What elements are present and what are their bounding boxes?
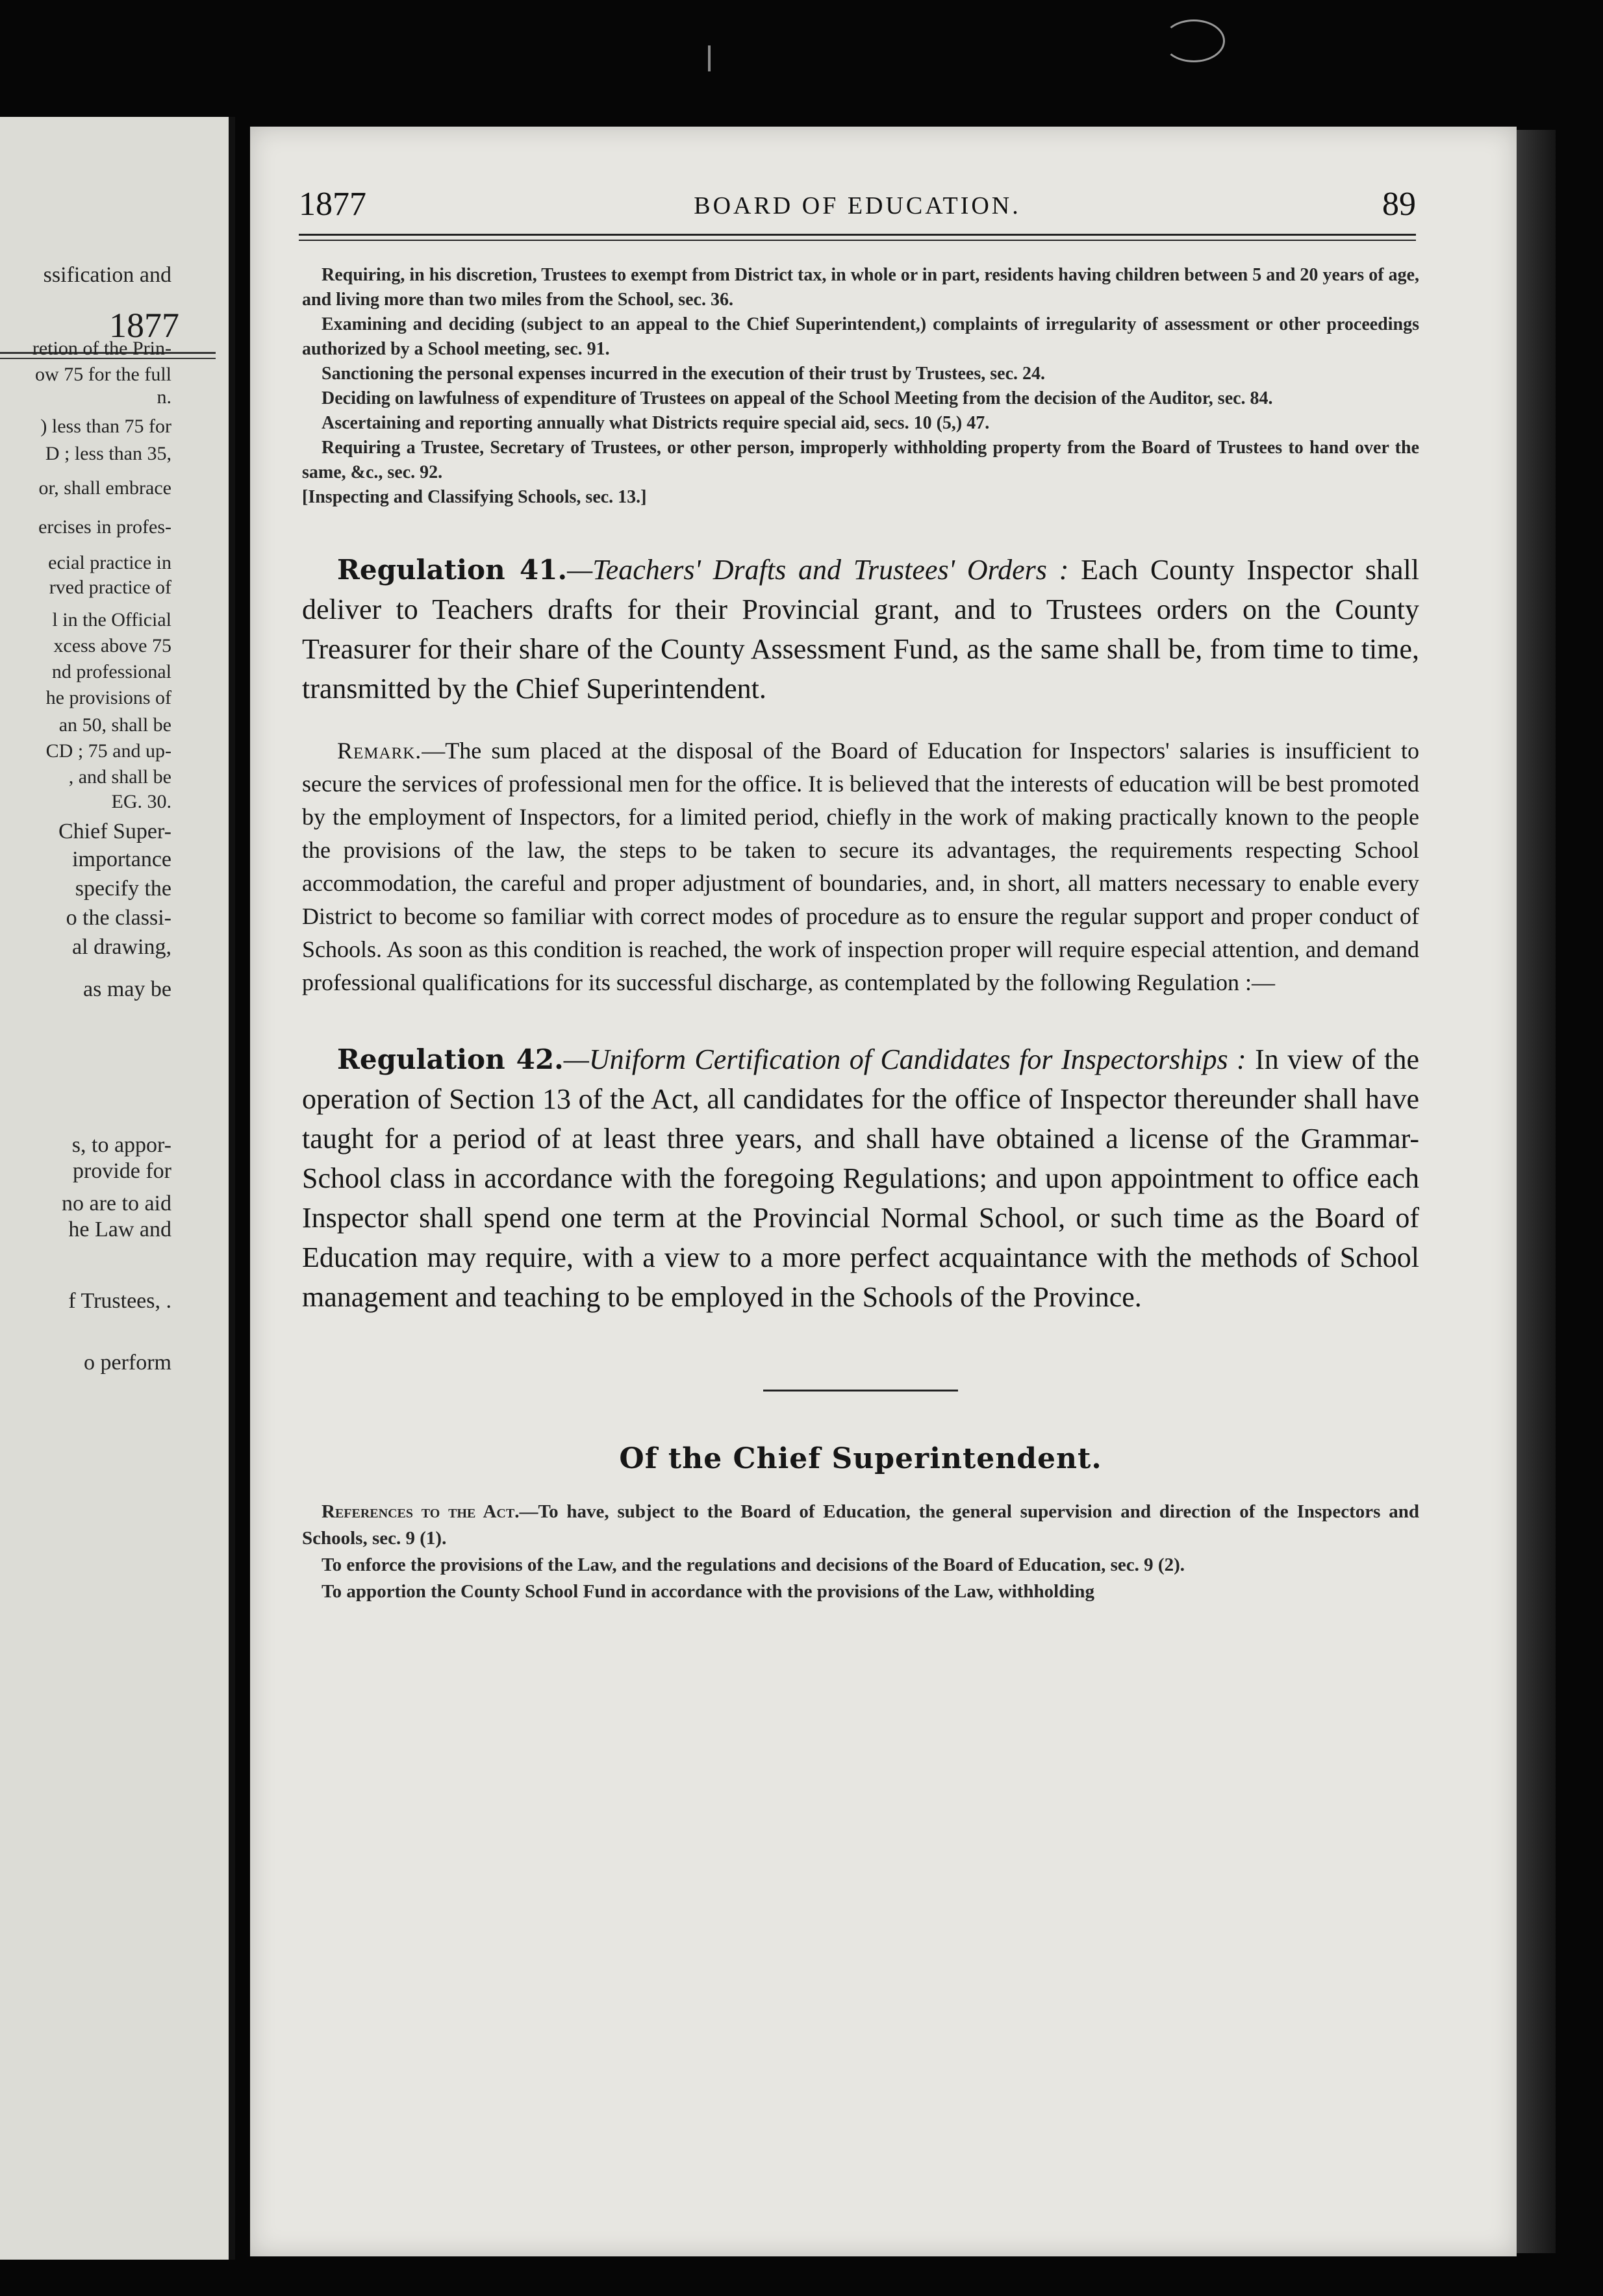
book-edge — [1513, 130, 1556, 2253]
duty-paragraph: Requiring, in his discretion, Trustees to exempt from District tax, in whole or in part, residents having children between 5 and 20 years of age, and living more than two miles from the School, sec. 36. — [302, 265, 1419, 310]
section-title: Of the Chief Superintendent. — [619, 1442, 1102, 1475]
left-page-line: n. — [157, 386, 171, 408]
left-page-line: al drawing, — [72, 935, 171, 959]
bracket-note: [Inspecting and Classifying Schools, sec. 13.] — [302, 487, 647, 507]
left-page-line: an 50, shall be — [58, 714, 171, 736]
left-page-line: or, shall embrace — [38, 477, 171, 499]
page-body — [302, 263, 1419, 1605]
left-page-line: ow 75 for the full — [35, 364, 171, 385]
left-page-line: Chief Super- — [58, 819, 171, 843]
left-page-line: importance — [72, 847, 171, 871]
duty-paragraph: Requiring a Trustee, Secretary of Trustees, or other person, improperly withholding property from the Board of Trustees to hand over the same, &c., sec. 92. — [302, 438, 1419, 482]
left-page-line: ) less than 75 for — [40, 416, 171, 437]
regulation-41-subtitle: —Teachers' Drafts and Trustees' Orders : — [567, 554, 1069, 586]
remark-body: —The sum placed at the disposal of the Board of Education for Inspectors' salaries is insufficient to secure the services of professional men for the office. It is believed that the interests of education will be best promoted by the employment of Inspectors, for a limited period, chiefly in the work of making practically known to the people the provisions of the law, the steps to be taken to secure its advantages, the requirements respecting School accommodation, the careful and proper adjustment of boundaries, and, in short, all matters necessary to enable every District to become so familiar with correct modes of procedure as to ensure the regular support and proper conduct of Schools. As soon as this condition is reached, the work of inspection proper will require especial attention, and demand professional qualifications for its successful discharge, as contemplated by the following Regulation :— — [302, 738, 1419, 995]
left-page-line: o perform — [83, 1351, 171, 1375]
page-content-layer — [250, 0, 1517, 2296]
header-rule — [299, 234, 1416, 241]
duty-paragraph: Deciding on lawfulness of expenditure of Trustees on appeal of the School Meeting from the decision of the Auditor, sec. 84. — [322, 388, 1273, 408]
left-page-line: ercises in profes- — [38, 516, 171, 538]
left-page-line: xcess above 75 — [53, 635, 171, 656]
left-page-line: s, to appor- — [71, 1133, 171, 1157]
left-page-line: ecial practice in — [48, 552, 171, 573]
remark-paragraph — [302, 734, 1419, 999]
references-heading: References to the Act. — [322, 1501, 520, 1522]
left-page-line: , and shall be — [68, 766, 171, 788]
left-page-line: D ; less than 35, — [45, 443, 171, 464]
remark-heading: Remark. — [337, 738, 422, 764]
regulation-41-body: Each County Inspector shall deliver to Teachers drafts for their Provincial grant, and to Trustees orders on the County Treasurer for their share of the County Assessment Fund, as the same shall be, from time to time, transmitted by the Chief Superintendent. — [302, 554, 1419, 705]
regulation-42-subtitle: —Uniform Certification of Candidates for Inspectorships : — [563, 1043, 1246, 1075]
left-page-year: 1877 — [109, 306, 179, 345]
header-year: 1877 — [299, 186, 366, 223]
left-page-line: retion of the Prin- — [32, 338, 171, 359]
left-page-line: f Trustees, . — [68, 1289, 171, 1313]
left-page-line: as may be — [83, 977, 171, 1001]
left-page-line: rved practice of — [49, 577, 171, 598]
left-page — [0, 117, 235, 2260]
references-paragraph: To apportion the County School Fund in accordance with the provisions of the Law, withholding — [322, 1581, 1095, 1602]
left-page-line: l in the Official — [52, 609, 171, 630]
regulation-42 — [302, 1040, 1419, 1317]
references-paragraph: To enforce the provisions of the Law, and the regulations and decisions of the Board of Education, sec. 9 (2). — [322, 1554, 1185, 1575]
duty-paragraph: Sanctioning the personal expenses incurred in the execution of their trust by Trustees, sec. 24. — [322, 364, 1046, 384]
references-paragraph — [302, 1499, 1419, 1552]
header-title: BOARD OF EDUCATION. — [694, 192, 1021, 219]
regulation-41 — [302, 550, 1419, 708]
left-page-line: nd professional — [51, 661, 171, 682]
left-page-line: EG. 30. — [111, 791, 171, 812]
left-page-line: provide for — [72, 1159, 171, 1183]
left-page-line: he Law and — [68, 1217, 171, 1242]
duty-paragraph: Ascertaining and reporting annually what Districts require special aid, secs. 10 (5,) 47. — [322, 413, 990, 433]
running-header — [299, 185, 1416, 224]
regulation-41-heading: Regulation 41. — [337, 554, 568, 586]
left-page-line: o the classi- — [66, 906, 171, 930]
regulation-42-heading: Regulation 42. — [337, 1043, 564, 1075]
left-page-line: CD ; 75 and up- — [45, 740, 171, 762]
section-divider — [763, 1390, 958, 1391]
regulation-42-body: In view of the operation of Section 13 of the Act, all candidates for the office of Inspector thereunder shall have taught for a period of at least three years, and shall have obtained a license of the Grammar-School class in accordance with the foregoing Regulations; and upon appointment to office each Inspector shall spend one term at the Provincial Normal School, or such time as the Board of Education may require, with a view to a more perfect acquaintance with the methods of School management and teaching to be employed in the Schools of the Province. — [302, 1043, 1419, 1313]
left-page-line: ssification and — [43, 263, 171, 287]
references-first: —To have, subject to the Board of Education, the general supervision and direction of the Inspectors and Schools, sec. 9 (1). — [302, 1501, 1419, 1549]
left-page-line: no are to aid — [62, 1192, 171, 1216]
left-page-line: specify the — [75, 877, 171, 901]
left-page-line: he provisions of — [45, 687, 171, 708]
duty-paragraph: Examining and deciding (subject to an appeal to the Chief Superintendent,) complaints of irregularity of assessment or other proceedings authorized by a School meeting, sec. 91. — [302, 314, 1419, 359]
page-number: 89 — [1382, 186, 1416, 223]
